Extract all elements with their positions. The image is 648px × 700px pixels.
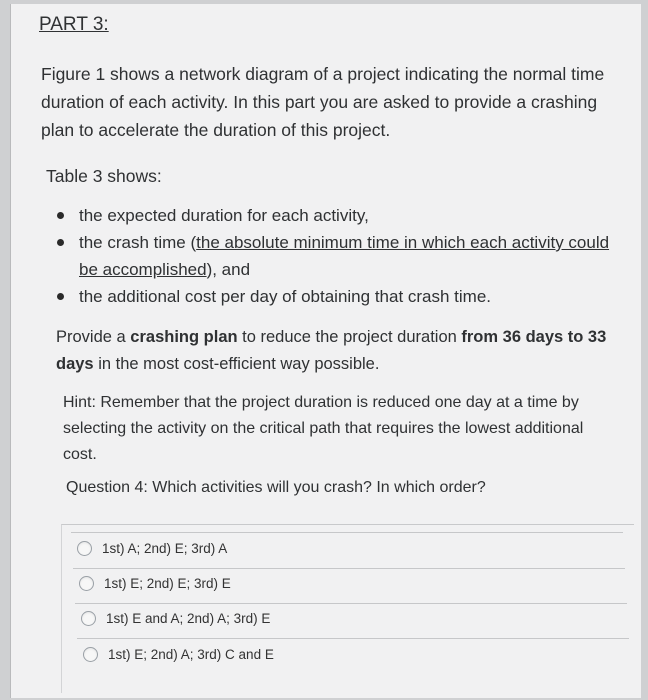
intro-line: Figure 1 shows a network diagram of a project indicating the normal time: [41, 64, 605, 84]
divider: [71, 532, 623, 533]
divider: [73, 568, 625, 569]
answer-option-1[interactable]: [77, 541, 227, 556]
divider: [77, 638, 629, 639]
option-label: 1st) E; 2nd) E; 3rd) E: [104, 576, 231, 591]
hint-line: selecting the activity on the critical path that requires the lowest additional: [63, 420, 584, 437]
task-bold: from 36 days to 33: [461, 328, 607, 346]
intro-line: duration of each activity. In this part you are asked to provide a crashing: [41, 92, 598, 112]
task-text: Provide a: [56, 328, 131, 346]
hint-line: cost.: [63, 446, 97, 463]
bullet-item: [49, 202, 629, 229]
bullet-item: [49, 229, 629, 283]
answer-option-2[interactable]: [79, 576, 231, 591]
option-label: 1st) E and A; 2nd) A; 3rd) E: [106, 611, 271, 626]
bullet-text: the additional cost per day of obtaining that crash time.: [79, 287, 492, 306]
crash-time-definition-cont: be accomplished: [79, 260, 207, 279]
radio-button[interactable]: [83, 647, 98, 662]
bullet-text: the crash time (: [79, 233, 197, 252]
crash-time-definition: the absolute minimum time in which each activity could: [196, 233, 610, 252]
intro-line: plan to accelerate the duration of this project.: [41, 120, 391, 140]
answer-option-4[interactable]: [83, 647, 274, 662]
radio-button[interactable]: [77, 541, 92, 556]
table-intro: Table 3 shows:: [46, 166, 162, 186]
task-bold: crashing plan: [130, 328, 238, 346]
option-label: 1st) A; 2nd) E; 3rd) A: [102, 541, 228, 556]
question-text: Question 4: Which activities will you crash? In which order?: [66, 479, 486, 496]
option-label: 1st) E; 2nd) A; 3rd) C and E: [108, 647, 274, 662]
part-title: PART 3:: [39, 14, 109, 35]
divider: [75, 603, 627, 604]
info-bullet-list: [49, 202, 629, 310]
task-bold: days: [56, 355, 94, 373]
radio-button[interactable]: [79, 576, 94, 591]
hint-paragraph: [63, 390, 628, 468]
hint-line: Hint: Remember that the project duration is reduced one day at a time by: [63, 394, 579, 411]
intro-paragraph: [41, 60, 631, 144]
question-page: [10, 4, 641, 698]
bullet-text: the expected duration for each activity,: [79, 206, 369, 225]
bullet-item: [49, 283, 629, 310]
task-text: to reduce the project duration: [237, 328, 462, 346]
task-text: in the most cost-efficient way possible.: [93, 355, 380, 373]
answer-option-3[interactable]: [81, 611, 270, 626]
radio-button[interactable]: [81, 611, 96, 626]
bullet-text: ), and: [206, 260, 251, 279]
task-paragraph: [56, 324, 626, 378]
